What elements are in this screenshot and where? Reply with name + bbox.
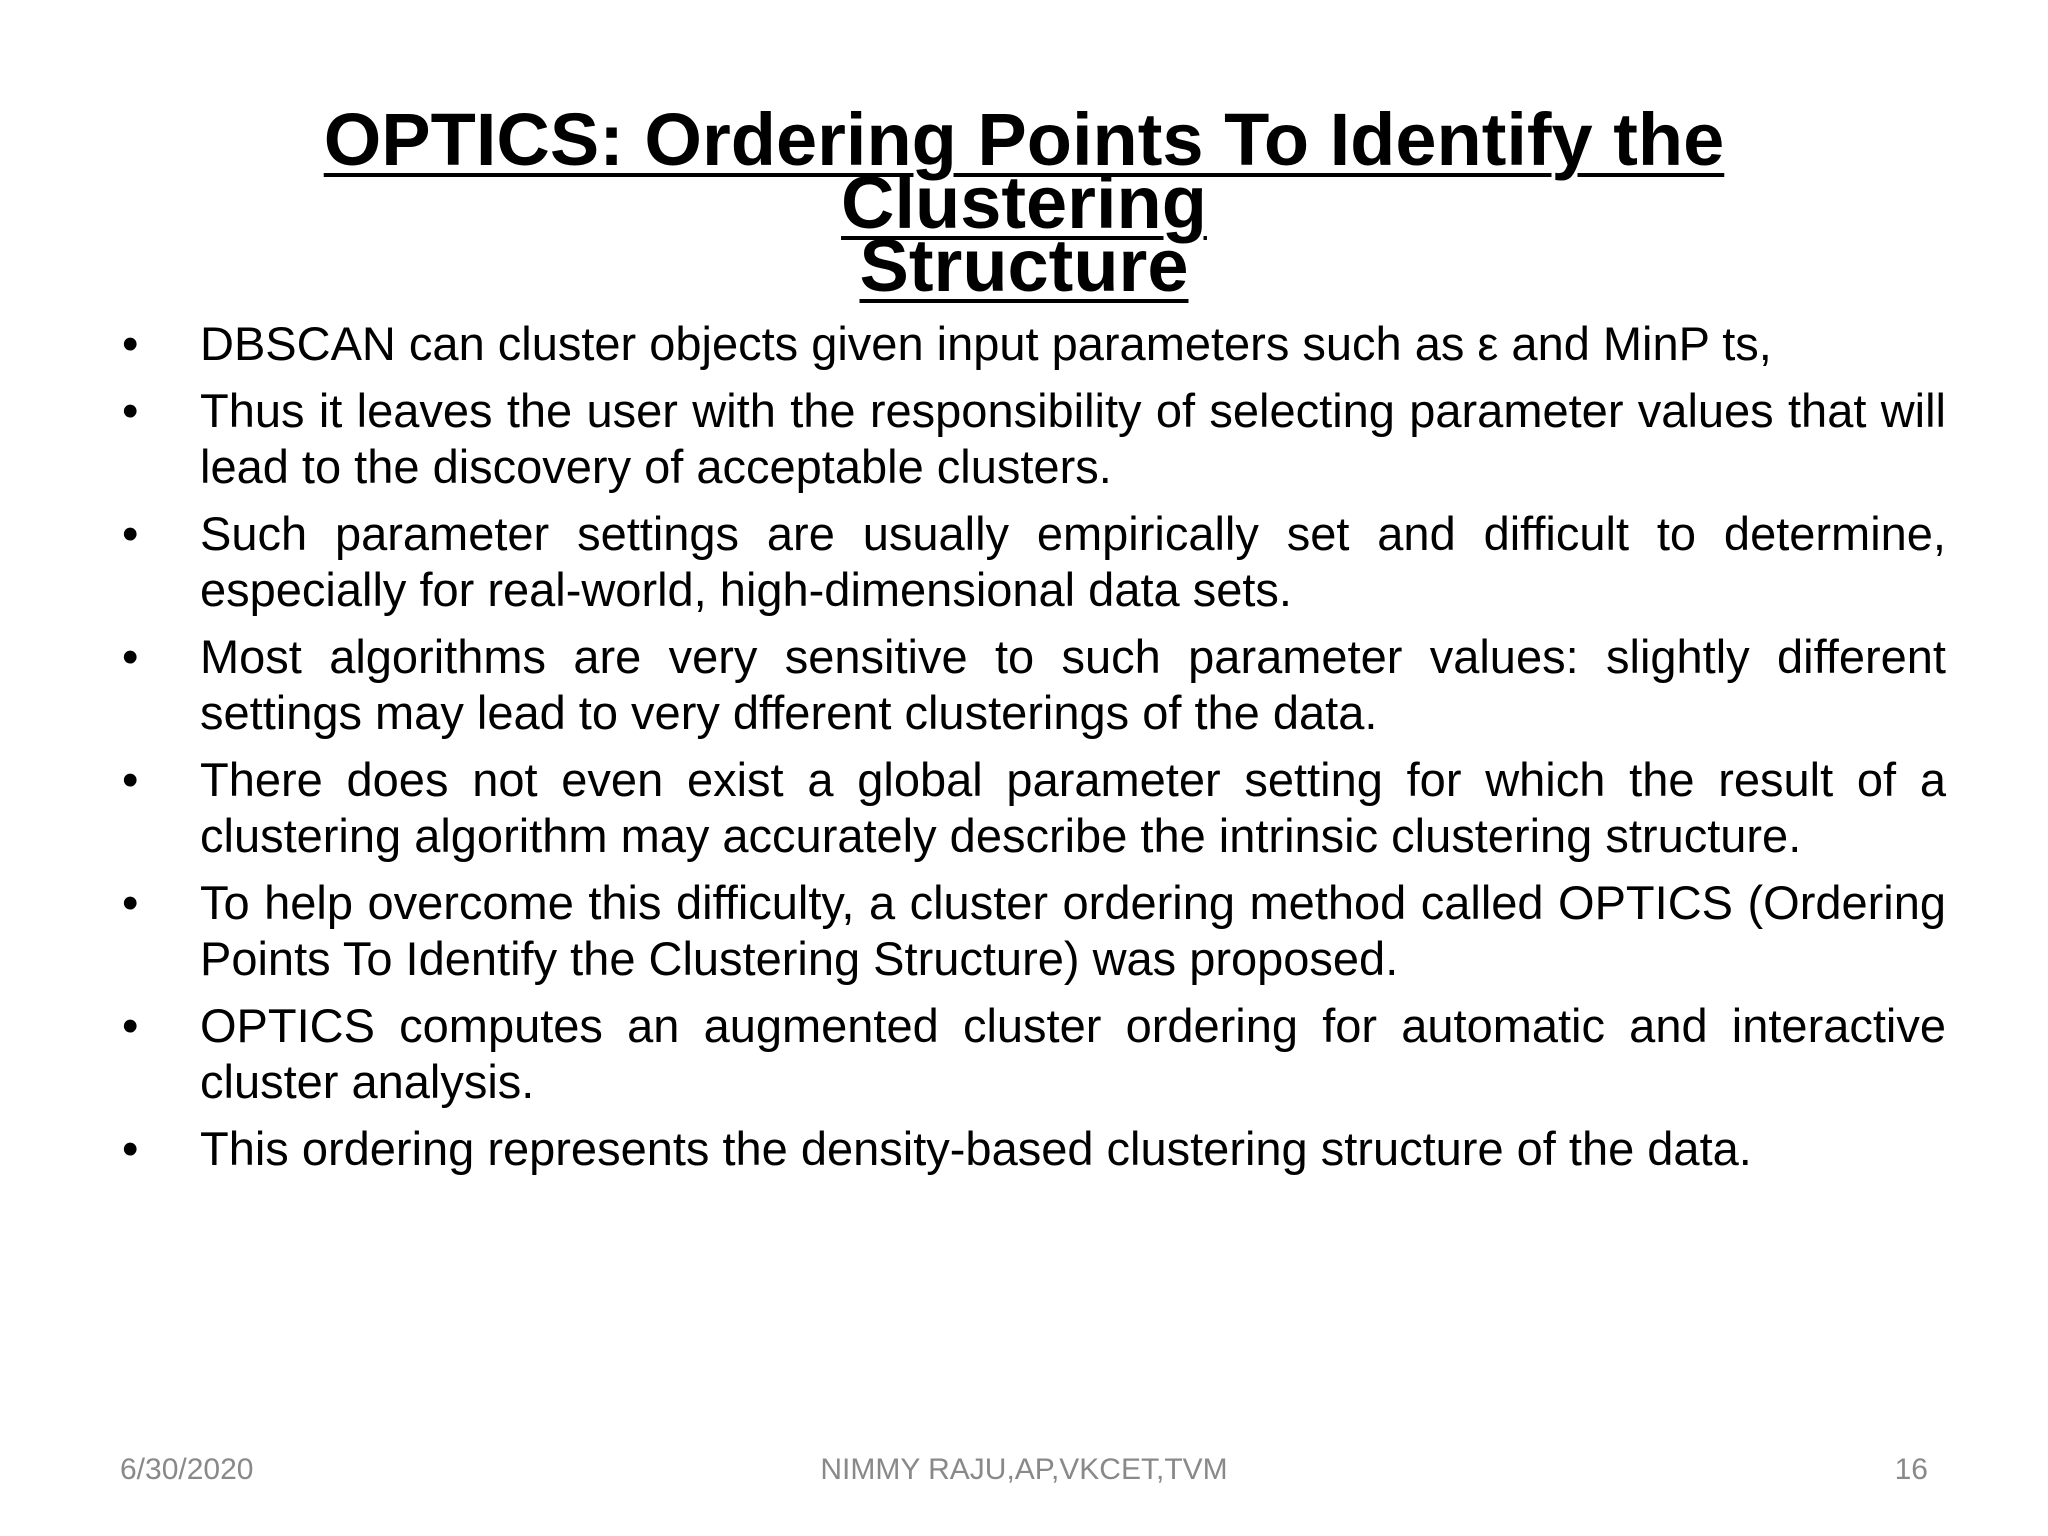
list-item (120, 506, 1946, 618)
bullet-text: There does not even exist a global parameter setting for which the result of a clustering algorithm may accurately describe the intrinsic clustering structure. (200, 753, 1946, 862)
list-item (120, 1121, 1946, 1177)
list-item (120, 316, 1946, 372)
bullet-text: DBSCAN can cluster objects given input parameters such as ε and MinP ts, (200, 317, 1772, 370)
bullet-icon: • (122, 384, 139, 437)
slide-title-line-1: OPTICS: Ordering Points To Identify the Clustering (323, 98, 1725, 244)
bullet-icon: • (122, 507, 139, 560)
bullet-text: OPTICS computes an augmented cluster ordering for automatic and interactive cluster analysis. (200, 999, 1946, 1108)
footer-date: 6/30/2020 (120, 1453, 254, 1486)
bullet-list (120, 316, 1946, 1188)
list-item (120, 383, 1946, 495)
footer-page-number: 16 (1894, 1453, 1928, 1486)
bullet-icon: • (122, 317, 139, 370)
slide-title-line-2: Structure (859, 224, 1189, 307)
slide-title (180, 98, 1868, 307)
bullet-icon: • (122, 999, 139, 1052)
list-item (120, 752, 1946, 864)
bullet-text: Thus it leaves the user with the responsibility of selecting parameter values that will lead to the discovery of acceptable clusters. (200, 384, 1946, 493)
list-item (120, 998, 1946, 1110)
list-item (120, 629, 1946, 741)
bullet-icon: • (122, 753, 139, 806)
bullet-icon: • (122, 876, 139, 929)
bullet-text: To help overcome this difficulty, a cluster ordering method called OPTICS (Ordering Points To Identify the Clustering Structure) was proposed. (200, 876, 1946, 985)
footer-author: NIMMY RAJU,AP,VKCET,TVM (820, 1453, 1228, 1486)
bullet-icon: • (122, 1122, 139, 1175)
list-item (120, 875, 1946, 987)
bullet-text: This ordering represents the density-based clustering structure of the data. (200, 1122, 1752, 1175)
bullet-icon: • (122, 630, 139, 683)
bullet-text: Such parameter settings are usually empirically set and difficult to determine, especially for real-world, high-dimensional data sets. (200, 507, 1946, 616)
bullet-text: Most algorithms are very sensitive to such parameter values: slightly different settings may lead to very dfferent clusterings of the data. (200, 630, 1946, 739)
